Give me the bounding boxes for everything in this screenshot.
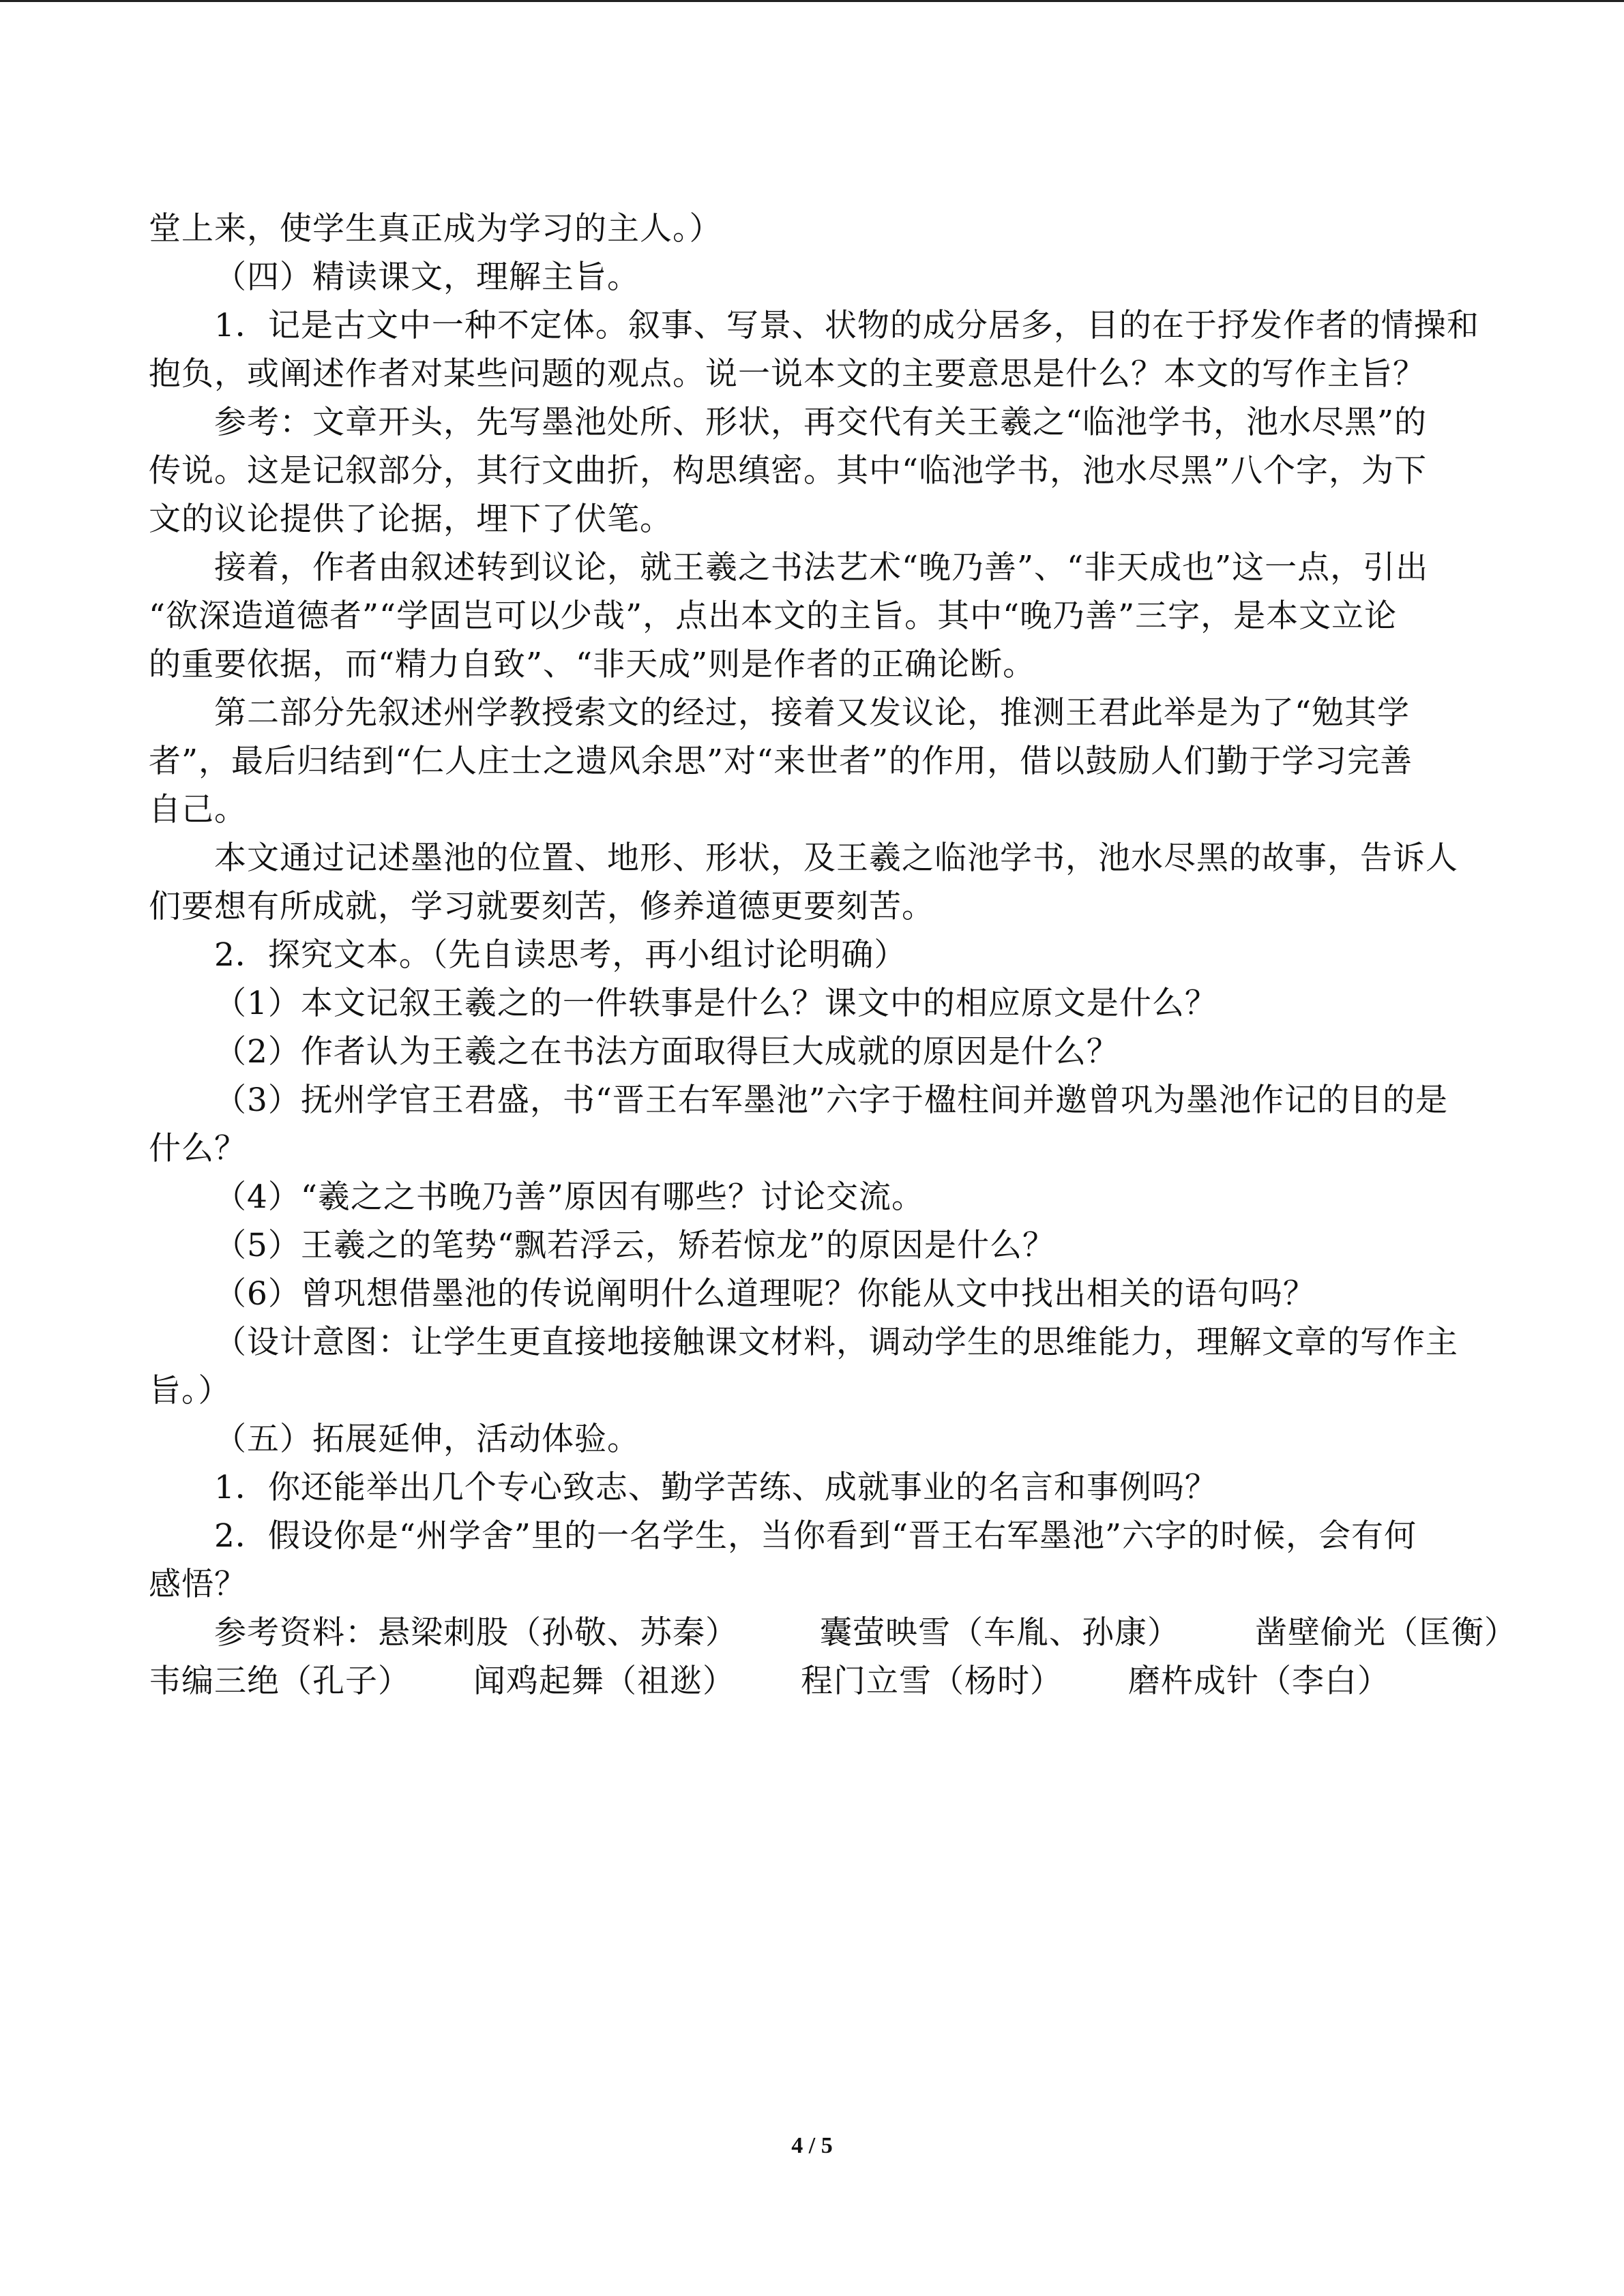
- question-item: （6）曾巩想借墨池的传说阐明什么道理呢？你能从文中找出相关的语句吗？: [214, 1275, 1316, 1313]
- text-line: 本文通过记述墨池的位置、地形、形状，及王羲之临池学书，池水尽黑的故事，告诉人: [214, 839, 1458, 877]
- references-line-2: [149, 1657, 1472, 1705]
- text-line: 感悟？: [149, 1566, 247, 1603]
- text-line: 堂上来，使学生真正成为学习的主人。）: [149, 210, 722, 248]
- question-item: （5）王羲之的笔势“飘若浮云，矫若惊龙”的原因是什么？: [214, 1227, 1055, 1264]
- reference-item: 囊萤映雪（车胤、孙康）: [820, 1614, 1180, 1652]
- text-line: 2．假设你是“州学舍”里的一名学生，当你看到“晋王右军墨池”六字的时候，会有何: [214, 1517, 1417, 1555]
- reference-item: 韦编三绝（孔子）: [149, 1663, 411, 1700]
- question-item: （1）本文记叙王羲之的一件轶事是什么？课文中的相应原文是什么？: [214, 985, 1217, 1022]
- text-line: 们要想有所成就，学习就要刻苦，修养道德更要刻苦。: [149, 888, 934, 925]
- text-line: 1．记是古文中一种不定体。叙事、写景、状物的成分居多，目的在于抒发作者的情操和: [214, 307, 1479, 344]
- reference-item: 程门立雪（杨时）: [801, 1663, 1063, 1700]
- page-top-border: [0, 0, 1624, 2]
- text-line: 文的议论提供了论据，埋下了伏笔。: [149, 501, 673, 538]
- section-heading: （五）拓展延伸，活动体验。: [214, 1420, 640, 1458]
- text-line: 者”，最后归结到“仁人庄士之遗风余思”对“来世者”的作用，借以鼓励人们勤于学习完善: [149, 743, 1413, 780]
- text-line: 接着，作者由叙述转到议论，就王羲之书法艺术“晚乃善”、“非天成也”这一点，引出: [214, 549, 1429, 586]
- text-line: 第二部分先叙述州学教授索文的经过，接着又发议论，推测王君此举是为了“勉其学: [214, 694, 1411, 732]
- text-line: 传说。这是记叙部分，其行文曲折，构思缜密。其中“临池学书，池水尽黑”八个字，为下: [149, 452, 1428, 490]
- reference-item: 凿壁偷光（匡衡）: [1255, 1614, 1517, 1652]
- question-item: （3）抚州学官王君盛，书“晋王右军墨池”六字于楹柱间并邀曾巩为墨池作记的目的是: [214, 1082, 1448, 1119]
- text-line: 的重要依据，而“精力自致”、“非天成”则是作者的正确论断。: [149, 646, 1036, 683]
- reference-item: 悬梁刺股（孙敬、苏秦）: [378, 1614, 738, 1652]
- text-line: 抱负，或阐述作者对某些问题的观点。说一说本文的主要意思是什么？本文的写作主旨？: [149, 355, 1426, 393]
- section-heading: （四）精读课文，理解主旨。: [214, 258, 640, 296]
- references-label: 参考资料：: [214, 1614, 378, 1652]
- text-line: 2．探究文本。（先自读思考，再小组讨论明确）: [214, 936, 907, 974]
- page-number: 4 / 5: [791, 2133, 833, 2158]
- text-line: 旨。）: [149, 1372, 231, 1410]
- question-item: （2）作者认为王羲之在书法方面取得巨大成就的原因是什么？: [214, 1033, 1119, 1071]
- text-line: 什么？: [149, 1130, 247, 1167]
- reference-item: 闻鸡起舞（祖逖）: [473, 1663, 735, 1700]
- text-line: 自己。: [149, 791, 247, 829]
- document-body: [149, 205, 1517, 1705]
- text-line: 1．你还能举出几个专心致志、勤学苦练、成就事业的名言和事例吗？: [214, 1469, 1217, 1506]
- design-intent-note: （设计意图：让学生更直接地接触课文材料，调动学生的思维能力，理解文章的写作主: [214, 1324, 1458, 1361]
- text-line: “欲深造道德者”“学固岂可以少哉”，点出本文的主旨。其中“晚乃善”三字，是本文立论: [149, 597, 1398, 635]
- question-item: （4）“羲之之书晚乃善”原因有哪些？讨论交流。: [214, 1178, 924, 1216]
- reference-item: 磨杵成针（李白）: [1128, 1663, 1390, 1700]
- text-line: 参考：文章开头，先写墨池处所、形状，再交代有关王羲之“临池学书，池水尽黑”的: [214, 404, 1428, 441]
- references-line-1: [149, 1609, 1517, 1657]
